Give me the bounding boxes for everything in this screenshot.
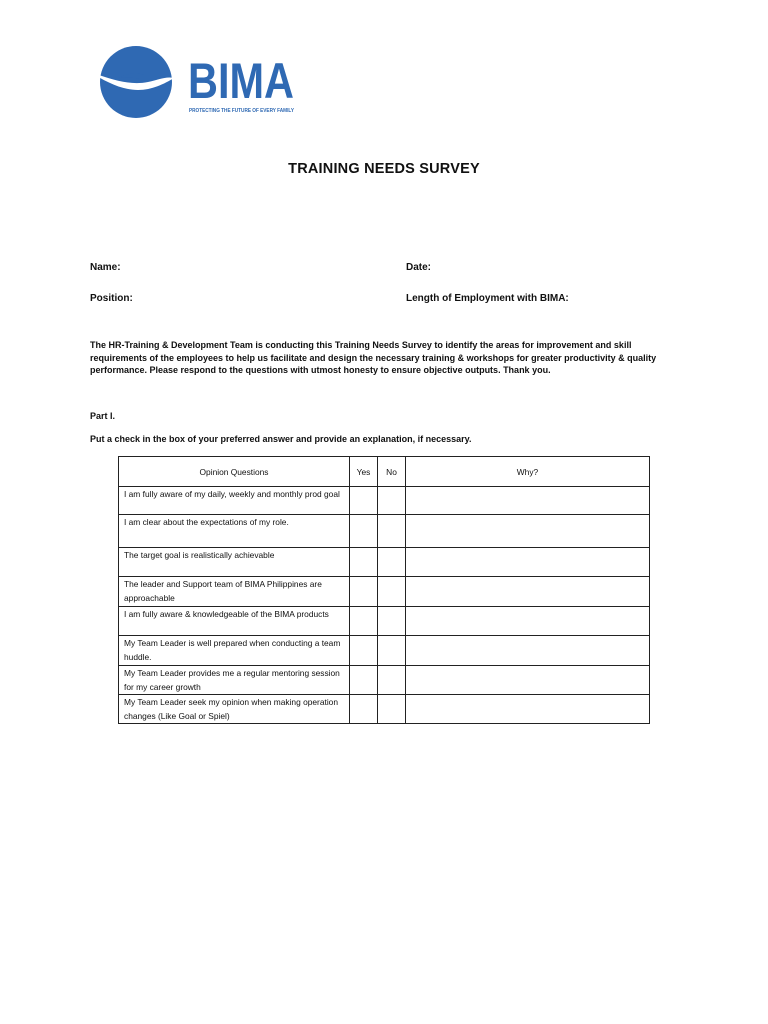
bima-logo	[88, 42, 308, 122]
question-cell: I am clear about the expectations of my role.	[119, 515, 350, 548]
no-checkbox[interactable]	[378, 636, 406, 666]
why-field[interactable]	[406, 666, 650, 695]
header-opinion-questions: Opinion Questions	[119, 457, 350, 487]
position-label: Position:	[90, 293, 133, 304]
no-checkbox[interactable]	[378, 607, 406, 636]
yes-checkbox[interactable]	[350, 515, 378, 548]
why-field[interactable]	[406, 515, 650, 548]
question-cell: My Team Leader seek my opinion when making operation changes (Like Goal or Spiel)	[119, 695, 350, 724]
why-field[interactable]	[406, 695, 650, 724]
why-field[interactable]	[406, 548, 650, 577]
instructions: Put a check in the box of your preferred answer and provide an explanation, if necessary.	[90, 434, 472, 444]
yes-checkbox[interactable]	[350, 607, 378, 636]
header-yes: Yes	[350, 457, 378, 487]
brand-tagline: PROTECTING THE FUTURE OF EVERY FAMILY	[189, 108, 295, 114]
why-field[interactable]	[406, 636, 650, 666]
intro-paragraph: The HR-Training & Development Team is conducting this Training Needs Survey to identify the areas for improvement and skill requirements of the employees to help us facilitate and design the necessary training & workshops for greater productivity & quality performance. Please respond to the questions with utmost honesty to ensure objective outputs. Thank you.	[90, 340, 657, 376]
question-cell: The target goal is realistically achievable	[119, 548, 350, 577]
header-why: Why?	[406, 457, 650, 487]
table-row	[119, 515, 650, 548]
yes-checkbox[interactable]	[350, 666, 378, 695]
table-row	[119, 577, 650, 607]
table-row	[119, 695, 650, 724]
yes-checkbox[interactable]	[350, 548, 378, 577]
table-row	[119, 666, 650, 695]
table-header-row	[119, 457, 650, 487]
question-cell: The leader and Support team of BIMA Philippines are approachable	[119, 577, 350, 607]
table-row	[119, 487, 650, 515]
table-row	[119, 636, 650, 666]
table-row	[119, 607, 650, 636]
question-cell: I am fully aware of my daily, weekly and monthly prod goal	[119, 487, 350, 515]
no-checkbox[interactable]	[378, 577, 406, 607]
yes-checkbox[interactable]	[350, 487, 378, 515]
yes-checkbox[interactable]	[350, 695, 378, 724]
part-heading: Part I.	[90, 411, 116, 421]
why-field[interactable]	[406, 577, 650, 607]
no-checkbox[interactable]	[378, 487, 406, 515]
no-checkbox[interactable]	[378, 695, 406, 724]
yes-checkbox[interactable]	[350, 577, 378, 607]
page-title: TRAINING NEEDS SURVEY	[288, 161, 480, 177]
header-no: No	[378, 457, 406, 487]
employment-length-label: Length of Employment with BIMA:	[406, 293, 569, 304]
survey-table	[118, 456, 650, 724]
no-checkbox[interactable]	[378, 548, 406, 577]
question-cell: My Team Leader provides me a regular mentoring session for my career growth	[119, 666, 350, 695]
why-field[interactable]	[406, 607, 650, 636]
why-field[interactable]	[406, 487, 650, 515]
no-checkbox[interactable]	[378, 666, 406, 695]
brand-name: BIMA	[188, 53, 294, 109]
date-label: Date:	[406, 262, 432, 273]
question-cell: My Team Leader is well prepared when conducting a team huddle.	[119, 636, 350, 666]
name-label: Name:	[90, 262, 121, 273]
table-row	[119, 548, 650, 577]
question-cell: I am fully aware & knowledgeable of the BIMA products	[119, 607, 350, 636]
yes-checkbox[interactable]	[350, 636, 378, 666]
no-checkbox[interactable]	[378, 515, 406, 548]
